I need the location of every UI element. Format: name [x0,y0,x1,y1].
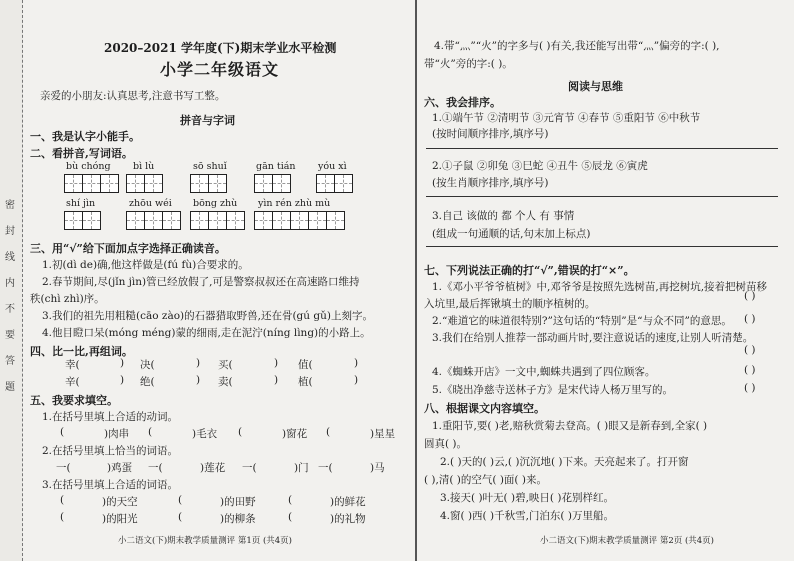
pronunciation-item: 秩(chì zhì)序。 [30,293,105,305]
part-heading: 拼音与字词 [180,114,235,127]
pronunciation-item: 2.春节期间,尽(jǐn jìn)管已经放假了,可是警察叔叔还在高速路口维持 [42,276,360,288]
writing-grid[interactable] [190,174,227,193]
binding-margin [0,0,23,561]
fill-word: )毛衣 [192,428,218,440]
compare-paren[interactable]: ) [196,357,201,369]
fill-word: )的柳条 [220,513,256,525]
writing-grid[interactable] [126,211,181,230]
answer-paren[interactable]: ( ) [744,344,756,356]
sort-item: 3.自己 该做的 都 个人 有 事情 [432,210,575,222]
sort-item: 1.①端午节 ②清明节 ③元宵节 ④春节 ⑤重阳节 ⑥中秋节 [432,112,701,124]
recall-item: 圆真( )。 [424,438,468,450]
section-3-heading: 三、用“√”给下面加点字选择正确读音。 [30,242,226,255]
answer-paren[interactable]: ( ) [744,313,756,325]
compare-char: 决( [140,359,155,371]
judge-item: 3.我们在给别人推荐一部动画片时,要注意说话的速度,让别人听清楚。 [432,332,754,344]
judge-item: 1.《邓小平爷爷植树》中,邓爷爷是按照先选树苗,再挖树坑,接着把树苗移 [432,281,768,293]
pinyin-label: bì lù [133,161,155,172]
page-divider [415,0,417,561]
binding-char: 线 [5,252,15,263]
compare-char: 辛( [65,376,80,388]
writing-grid[interactable] [64,174,119,193]
judge-item: 5.《晓出净慈寺送林子方》是宋代诗人杨万里写的。 [432,384,674,396]
answer-line[interactable] [426,196,778,197]
writing-grid[interactable] [190,211,245,230]
fill-word: )莲花 [200,462,226,474]
answer-paren[interactable]: ( ) [744,364,756,376]
fill-paren[interactable]: 一( [242,462,257,474]
section-5-heading: 五、我要求填空。 [30,394,118,407]
answer-line[interactable] [426,148,778,149]
fill-paren[interactable]: ( [326,426,331,438]
pinyin-label: zhōu wéi [129,198,172,209]
compare-char: 值( [298,359,313,371]
fill-paren[interactable]: 一( [148,462,163,474]
section-4-heading: 四、比一比,再组词。 [30,345,133,358]
compare-paren[interactable]: ) [196,374,201,386]
compare-paren[interactable]: ) [120,357,125,369]
fill-paren[interactable]: ( [288,511,293,523]
pinyin-label: sō shuǐ [193,161,227,172]
pinyin-label: yóu xì [318,161,347,172]
section-8-heading: 八、根据课文内容填空。 [424,402,545,415]
fill-word: )肉串 [104,428,130,440]
binding-char: 要 [5,330,15,341]
compare-paren[interactable]: ) [354,374,359,386]
fill-paren[interactable]: 一( [56,462,71,474]
binding-char: 封 [5,226,15,237]
fill-paren[interactable]: ( [60,426,65,438]
writing-grid[interactable] [126,174,163,193]
page-footer: 小二语文(下)期末教学质量测评 第2页 (共4页) [540,536,714,546]
subquestion-label: 2.在括号里填上恰当的词语。 [42,445,179,457]
pronunciation-item: 4.他目瞪口呆(móng méng)蒙的细雨,走在泥泞(níng lìng)的小路上。 [42,327,371,339]
sort-note: (组成一句通顺的话,句末加上标点) [432,228,591,240]
part-heading: 阅读与思维 [568,80,623,93]
q4-line: 4.带“灬”“火”的字多与( )有关,我还能写出带“灬”偏旁的字:( ), [434,40,720,52]
pinyin-label: shí jìn [66,198,96,209]
fill-word: )鸡蛋 [107,462,133,474]
fill-paren[interactable]: ( [178,494,183,506]
compare-paren[interactable]: ) [274,374,279,386]
recall-item: 1.重阳节,要( )老,赔秋赏菊去登高。( )眼又是新春到,全家( ) [432,420,708,432]
fill-word: )窗花 [282,428,308,440]
fill-word: )的阳光 [102,513,138,525]
fill-word: )马 [370,462,385,474]
compare-char: 绝( [140,376,155,388]
exam-title: 小学二年级语文 [160,60,280,79]
fill-paren[interactable]: ( [60,494,65,506]
fill-word: )的天空 [102,496,138,508]
recall-item: 4.窗( )西( )千秋雪,门泊东( )万里船。 [440,510,614,522]
section-1-heading: 一、我是认字小能手。 [30,130,140,143]
sort-note: (按时间顺序排序,填序号) [432,128,549,140]
section-6-heading: 六、我会排序。 [424,96,501,109]
fill-paren[interactable]: ( [178,511,183,523]
compare-char: 买( [218,359,233,371]
fill-word: )星星 [370,428,396,440]
binding-char: 不 [5,304,15,315]
section-2-heading: 二、看拼音,写词语。 [30,147,133,160]
fill-paren[interactable]: ( [238,426,243,438]
compare-char: 卖( [218,376,233,388]
pinyin-label: bōng zhù [193,198,238,209]
section-7-heading: 七、下列说法正确的打“√”,错误的打“×”。 [424,264,635,277]
pinyin-label: gān tián [256,161,296,172]
binding-char: 密 [5,200,15,211]
compare-paren[interactable]: ) [354,357,359,369]
answer-paren[interactable]: ( ) [744,382,756,394]
answer-paren[interactable]: ( ) [744,290,756,302]
page-footer: 小二语文(下)期末教学质量测评 第1页 (共4页) [118,536,292,546]
answer-line[interactable] [426,246,778,247]
subquestion-label: 1.在括号里填上合适的动词。 [42,411,179,423]
subquestion-label: 3.在括号里填上合适的词语。 [42,479,179,491]
fill-word: )的鲜花 [330,496,366,508]
compare-char: 植( [298,376,313,388]
writing-grid[interactable] [316,174,353,193]
fill-word: )的礼物 [330,513,366,525]
recall-item: ( ),清( )的空气( )面( )来。 [424,474,547,486]
fill-paren[interactable]: ( [148,426,153,438]
judge-item: 4.《蜘蛛开店》一文中,蜘蛛共遇到了四位顾客。 [432,366,656,378]
binding-char: 内 [5,278,15,289]
fill-paren[interactable]: ( [288,494,293,506]
sort-note: (按生肖顺序排序,填序号) [432,177,549,189]
recall-item: 2.( )天的( )云,( )沉沉地( )下来。天亮起来了。打开窗 [440,456,689,468]
judge-item: 入坑里,最后挥锹填土的顺序植树的。 [424,298,596,310]
binding-char: 题 [5,382,15,393]
judge-item: 2.“难道它的味道很特别?”这句话的“特别”是“与众不同”的意思。 [432,315,732,327]
pronunciation-item: 3.我们的祖先用粗糙(cāo zào)的石器猎取野兽,还在骨(gú gǔ)上刻字。 [42,310,373,322]
binding-char: 答 [5,356,15,367]
writing-grid[interactable] [254,211,345,230]
writing-grid[interactable] [64,211,101,230]
fill-word: )的田野 [220,496,256,508]
intro-text: 亲爱的小朋友:认真思考,注意书写工整。 [40,90,226,102]
fill-word: )门 [294,462,309,474]
compare-paren[interactable]: ) [274,357,279,369]
pinyin-label: bù chóng [66,161,111,172]
exam-year-title: 2020–2021 学年度(下)期末学业水平检测 [104,41,337,55]
pronunciation-item: 1.初(dì de)确,他这样做是(fú fù)合要求的。 [42,259,249,271]
pinyin-label: yìn rén zhù mù [258,198,331,209]
fill-paren[interactable]: ( [60,511,65,523]
q4-line: 带“火”旁的字:( )。 [424,58,513,70]
fill-paren[interactable]: 一( [318,462,333,474]
compare-char: 幸( [65,359,80,371]
sort-item: 2.①子鼠 ②卯兔 ③巳蛇 ④丑牛 ⑤辰龙 ⑥寅虎 [432,160,648,172]
recall-item: 3.接天( )叶无( )碧,映日( )花别样红。 [440,492,614,504]
writing-grid[interactable] [254,174,291,193]
compare-paren[interactable]: ) [120,374,125,386]
